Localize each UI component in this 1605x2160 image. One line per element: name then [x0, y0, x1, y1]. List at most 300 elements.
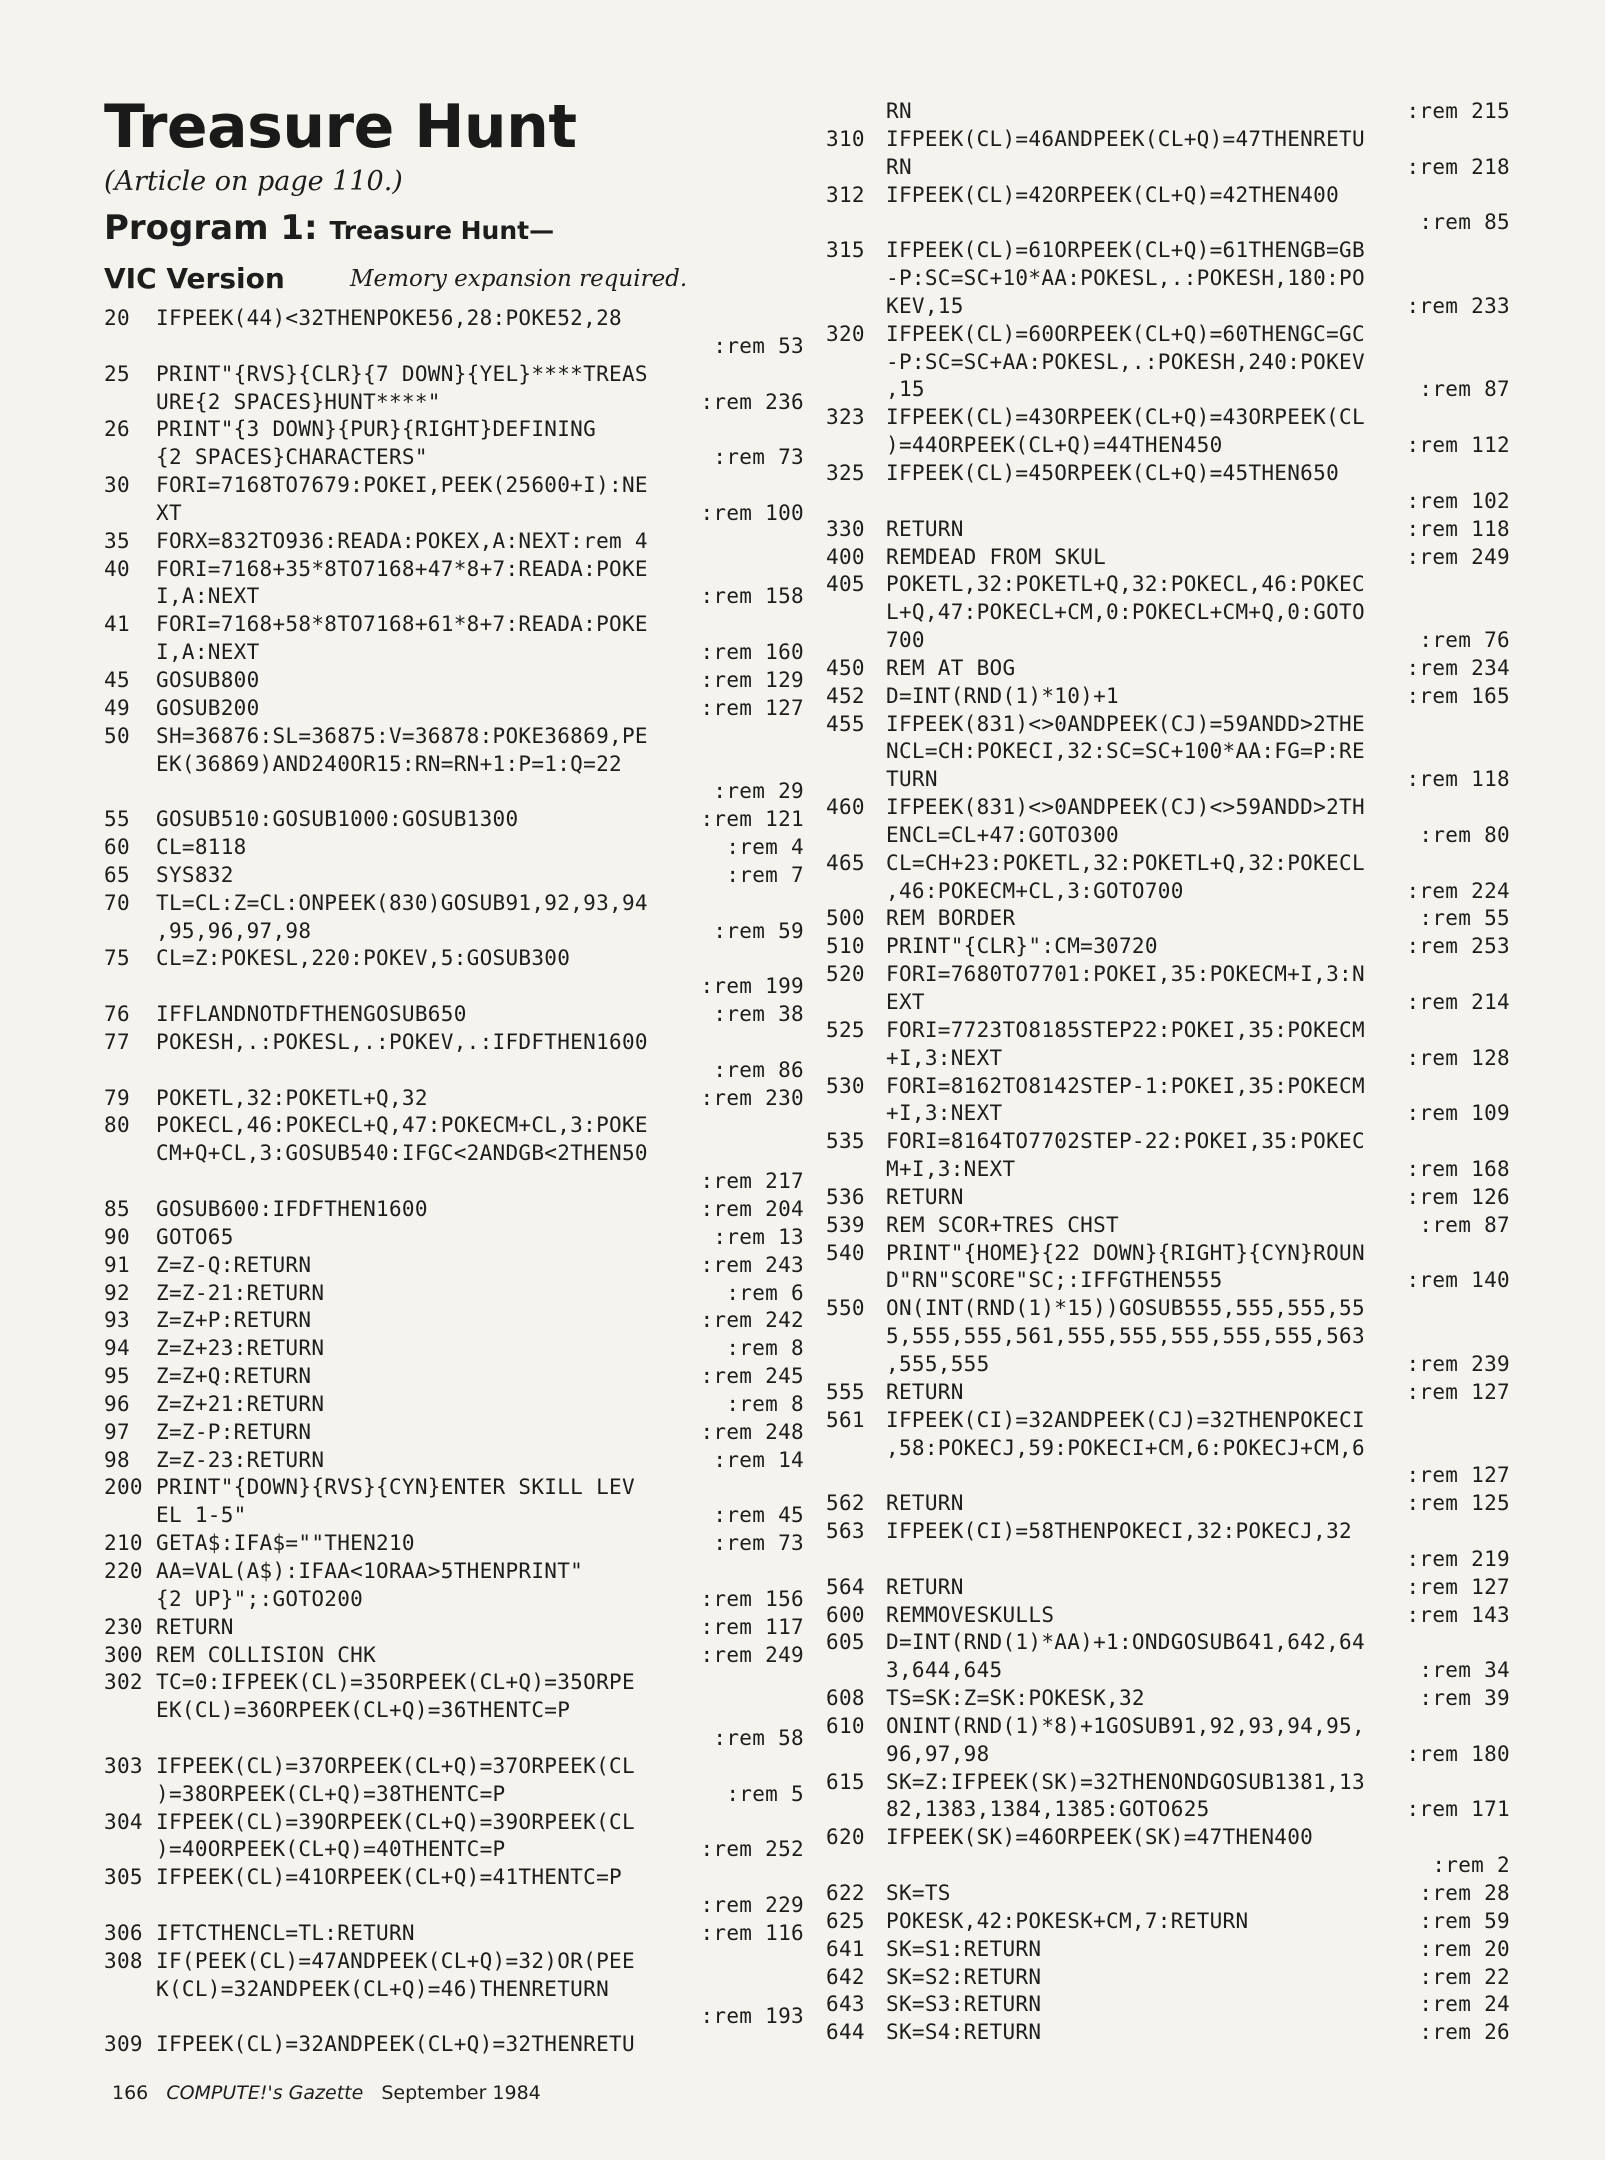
code-text: RETURN [886, 1491, 964, 1516]
code-text: IFFLANDNOTDFTHENGOSUB650 [156, 1002, 467, 1027]
line-number: 644 [826, 2020, 865, 2045]
code-line [826, 516, 1510, 544]
code-text: PRINT"{CLR}":CM=30720 [886, 934, 1158, 959]
line-number [826, 1156, 886, 1184]
code-line [104, 1391, 804, 1419]
code-line [104, 1669, 804, 1697]
code-text: Z=Z-P:RETURN [156, 1419, 312, 1444]
code-text: D=INT(RND(1)*10)+1 [886, 683, 1119, 708]
code-line [826, 2019, 1510, 2047]
line-number [104, 2003, 156, 2031]
line-number: 80 [104, 1113, 130, 1138]
code-text: IFPEEK(CL)=43ORPEEK(CL+Q)=43ORPEEK(CL [886, 405, 1365, 430]
code-line [104, 945, 804, 973]
code-text [886, 209, 1419, 237]
rem-checksum: :rem 116 [700, 1920, 804, 1945]
code-text: RETURN [886, 516, 964, 541]
code-line [104, 1196, 804, 1224]
code-line [826, 1267, 1510, 1295]
code-line [826, 1323, 1510, 1351]
rem-checksum: :rem 87 [1419, 377, 1510, 402]
rem-checksum: :rem 53 [713, 333, 804, 358]
code-line [104, 1029, 804, 1057]
code-text: IFPEEK(CL)=42ORPEEK(CL+Q)=42THEN400 [886, 182, 1340, 207]
rem-checksum: :rem 20 [1419, 1936, 1510, 1961]
rem-checksum: :rem 112 [1406, 433, 1510, 458]
line-number [826, 1852, 886, 1880]
line-number: 465 [826, 850, 865, 875]
line-number: 20 [104, 306, 130, 330]
rem-checksum: :rem 140 [1406, 1268, 1510, 1293]
version-label: VIC Version [104, 262, 285, 295]
code-line [104, 1836, 804, 1864]
code-text: TURN [886, 767, 938, 792]
code-text: 700 [886, 628, 925, 653]
code-line [104, 1419, 804, 1447]
code-line [826, 905, 1510, 933]
code-text: GOSUB800 [156, 667, 260, 692]
code-text: L+Q,47:POKECL+CM,0:POKECL+CM+Q,0:GOTO [886, 600, 1365, 625]
line-number: 561 [826, 1407, 865, 1432]
rem-checksum: :rem 242 [700, 1308, 804, 1333]
line-number [826, 766, 886, 794]
code-text: IFPEEK(831)<>0ANDPEEK(CJ)<>59ANDD>2TH [886, 795, 1365, 820]
code-text: POKESH,.:POKESL,.:POKEV,.:IFDFTHEN1600 [156, 1029, 648, 1054]
line-number: 615 [826, 1769, 865, 1794]
code-text: XT [156, 500, 182, 525]
rem-checksum: :rem 2 [1432, 1853, 1510, 1878]
rem-checksum: :rem 245 [700, 1364, 804, 1389]
code-text: I,A:NEXT [156, 640, 260, 665]
line-number: 60 [104, 835, 130, 860]
code-text: CL=Z:POKESL,220:POKEV,5:GOSUB300 [156, 946, 571, 971]
rem-checksum: :rem 217 [700, 1169, 804, 1194]
line-number: 96 [104, 1391, 130, 1416]
code-text: +I,3:NEXT [886, 1045, 1003, 1070]
line-number: 230 [104, 1614, 143, 1639]
code-line [104, 556, 804, 584]
line-number: 304 [104, 1809, 143, 1834]
rem-checksum: :rem 129 [700, 667, 804, 692]
rem-checksum: :rem 243 [700, 1252, 804, 1277]
code-text: SK=S3:RETURN [886, 1992, 1042, 2017]
code-line [104, 500, 804, 528]
code-text: -P:SC=SC+AA:POKESL,.:POKESH,240:POKEV [886, 349, 1365, 374]
code-line [826, 961, 1510, 989]
line-number: 220 [104, 1558, 143, 1583]
code-line [826, 683, 1510, 711]
line-number: 452 [826, 683, 865, 708]
code-text: ON(INT(RND(1)*15))GOSUB555,555,555,55 [886, 1296, 1365, 1321]
code-text: RN [886, 99, 912, 123]
code-text: Z=Z-21:RETURN [156, 1280, 325, 1305]
rem-checksum: :rem 229 [700, 1893, 804, 1918]
line-number [826, 432, 886, 460]
line-number [826, 878, 886, 906]
rem-checksum: :rem 102 [1406, 488, 1510, 513]
line-number [826, 98, 886, 126]
code-line [104, 1280, 804, 1308]
rem-checksum: :rem 156 [700, 1586, 804, 1611]
code-line [104, 1781, 804, 1809]
code-line [826, 321, 1510, 349]
line-number: 315 [826, 238, 865, 263]
line-number: 312 [826, 182, 865, 207]
code-line [826, 1574, 1510, 1602]
rem-checksum: :rem 38 [713, 1002, 804, 1027]
line-number [826, 349, 886, 377]
line-number [826, 989, 886, 1017]
code-line [826, 1769, 1510, 1797]
rem-checksum: :rem 193 [700, 2004, 804, 2029]
line-number: 563 [826, 1519, 865, 1544]
code-line [826, 599, 1510, 627]
code-text: CL=8118 [156, 835, 247, 860]
code-text: D"RN"SCORE"SC;:IFFGTHEN555 [886, 1268, 1223, 1293]
line-number [826, 376, 886, 404]
code-text [156, 333, 713, 361]
rem-checksum: :rem 85 [1419, 210, 1510, 235]
code-line [826, 1880, 1510, 1908]
rem-checksum: :rem 109 [1406, 1101, 1510, 1126]
rem-checksum: :rem 55 [1419, 906, 1510, 931]
rem-checksum: :rem 87 [1419, 1212, 1510, 1237]
line-number [104, 1781, 156, 1809]
code-line [104, 1168, 804, 1196]
line-number [826, 1657, 886, 1685]
rem-checksum: :rem 214 [1406, 990, 1510, 1014]
line-number [826, 822, 886, 850]
line-number [826, 293, 886, 321]
code-text: ,555,555 [886, 1351, 990, 1376]
code-line [826, 1741, 1510, 1769]
code-line [104, 1809, 804, 1837]
line-number: 200 [104, 1475, 143, 1500]
line-number: 555 [826, 1379, 865, 1404]
line-number: 536 [826, 1184, 865, 1209]
code-line [826, 1045, 1510, 1073]
code-text: SK=S1:RETURN [886, 1936, 1042, 1961]
line-number: 45 [104, 667, 130, 692]
code-line [104, 416, 804, 444]
code-line [826, 1713, 1510, 1741]
code-text: -P:SC=SC+10*AA:POKESL,.:POKESH,180:PO [886, 266, 1365, 291]
program-heading [104, 208, 554, 248]
line-number: 325 [826, 460, 865, 485]
line-number [826, 1100, 886, 1128]
line-number: 50 [104, 723, 130, 748]
code-text: REM SCOR+TRES CHST [886, 1212, 1119, 1237]
line-number: 308 [104, 1948, 143, 1973]
code-text: RETURN [886, 1379, 964, 1404]
rem-checksum: :rem 117 [700, 1614, 804, 1639]
code-text: FORX=832TO936:READA:POKEX,A:NEXT:rem 4 [156, 528, 648, 553]
rem-checksum: :rem 248 [700, 1419, 804, 1444]
line-number [826, 1796, 886, 1824]
line-number: 600 [826, 1602, 865, 1627]
code-line [104, 973, 804, 1001]
code-line [826, 1908, 1510, 1936]
code-text: IFPEEK(CL)=41ORPEEK(CL+Q)=41THENTC=P [156, 1865, 622, 1890]
code-text: Z=Z+21:RETURN [156, 1391, 325, 1416]
code-line [826, 738, 1510, 766]
code-text: GOTO65 [156, 1224, 234, 1249]
code-text: IFPEEK(CL)=37ORPEEK(CL+Q)=37ORPEEK(CL [156, 1753, 635, 1778]
code-text [886, 488, 1406, 516]
code-line [826, 1991, 1510, 2019]
line-number: 400 [826, 544, 865, 569]
rem-checksum: :rem 127 [700, 695, 804, 720]
code-line [826, 1796, 1510, 1824]
line-number [104, 973, 156, 1001]
code-text [156, 1892, 700, 1920]
code-text: GETA$:IFA$=""THEN210 [156, 1531, 415, 1556]
line-number [826, 627, 886, 655]
line-number: 622 [826, 1881, 865, 1905]
code-text: IFPEEK(CI)=58THENPOKECI,32:POKECJ,32 [886, 1519, 1352, 1544]
line-number: 310 [826, 126, 865, 151]
rem-checksum: :rem 158 [700, 584, 804, 609]
rem-checksum: :rem 24 [1419, 1992, 1510, 2017]
line-number: 303 [104, 1753, 143, 1778]
line-number: 95 [104, 1364, 130, 1389]
code-line [104, 333, 804, 361]
rem-checksum: :rem 218 [1406, 154, 1510, 179]
code-text: FORI=7680TO7701:POKEI,35:POKECM+I,3:N [886, 962, 1365, 987]
code-line [104, 1252, 804, 1280]
rem-checksum: :rem 8 [726, 1336, 804, 1361]
rem-checksum: :rem 59 [713, 918, 804, 943]
code-line [826, 265, 1510, 293]
code-line [826, 1685, 1510, 1713]
code-line [826, 349, 1510, 377]
code-line [826, 794, 1510, 822]
code-text: ENCL=CL+47:GOTO300 [886, 822, 1119, 847]
code-text [886, 1462, 1406, 1490]
code-line [104, 751, 804, 779]
requirement-note: Memory expansion required. [350, 266, 688, 292]
line-number: 25 [104, 361, 130, 386]
program-label: Program 1: [104, 208, 318, 248]
line-number [826, 1462, 886, 1490]
code-line [826, 1240, 1510, 1268]
line-number [104, 500, 156, 528]
rem-checksum: :rem 6 [726, 1280, 804, 1305]
line-number [104, 1725, 156, 1753]
code-line [826, 1462, 1510, 1490]
code-line [104, 1614, 804, 1642]
rem-checksum: :rem 26 [1419, 2020, 1510, 2045]
line-number [104, 333, 156, 361]
rem-checksum: :rem 121 [700, 807, 804, 832]
code-text: Z=Z+Q:RETURN [156, 1364, 312, 1389]
line-number: 92 [104, 1280, 130, 1305]
line-number: 98 [104, 1447, 130, 1472]
rem-checksum: :rem 73 [713, 445, 804, 470]
line-number [104, 1976, 156, 2004]
code-line [104, 1864, 804, 1892]
code-text: K(CL)=32ANDPEEK(CL+Q)=46)THENRETURN [156, 1976, 610, 2001]
line-number: 539 [826, 1212, 865, 1237]
code-line [826, 1184, 1510, 1212]
line-number: 520 [826, 962, 865, 987]
rem-checksum: :rem 236 [700, 389, 804, 414]
line-number: 643 [826, 1992, 865, 2017]
line-number: 540 [826, 1240, 865, 1265]
line-number: 49 [104, 695, 130, 720]
code-text: GOSUB600:IFDFTHEN1600 [156, 1197, 428, 1221]
code-text: )=40ORPEEK(CL+Q)=40THENTC=P [156, 1837, 506, 1862]
code-text: SK=S2:RETURN [886, 1964, 1042, 1989]
code-text: TS=SK:Z=SK:POKESK,32 [886, 1686, 1145, 1711]
code-line [826, 98, 1510, 126]
code-line [826, 1490, 1510, 1518]
code-line [826, 850, 1510, 878]
code-line [826, 1295, 1510, 1323]
rem-checksum: :rem 126 [1406, 1184, 1510, 1209]
article-title: Treasure Hunt [104, 92, 577, 162]
rem-checksum: :rem 180 [1406, 1741, 1510, 1766]
code-line [104, 1474, 804, 1502]
line-number [104, 1168, 156, 1196]
code-line [104, 918, 804, 946]
code-text: RETURN [156, 1614, 234, 1639]
page-footer [112, 2082, 553, 2104]
code-text [156, 973, 700, 1001]
line-number: 608 [826, 1686, 865, 1711]
line-number [826, 1267, 886, 1295]
rem-checksum: :rem 45 [713, 1503, 804, 1528]
line-number [826, 599, 886, 627]
code-line [104, 1753, 804, 1781]
code-line [826, 1824, 1510, 1852]
rem-checksum: :rem 58 [713, 1726, 804, 1751]
code-line [826, 1100, 1510, 1128]
code-line [104, 528, 804, 556]
line-number [104, 1892, 156, 1920]
rem-checksum: :rem 118 [1406, 767, 1510, 792]
code-text: SK=Z:IFPEEK(SK)=32THENONDGOSUB1381,13 [886, 1769, 1365, 1794]
code-text: GOSUB510:GOSUB1000:GOSUB1300 [156, 807, 519, 832]
code-line [826, 182, 1510, 210]
code-text: PRINT"{3 DOWN}{PUR}{RIGHT}DEFINING [156, 417, 597, 442]
code-text [156, 778, 713, 806]
code-text: ,15 [886, 377, 925, 402]
code-line [826, 1073, 1510, 1101]
line-number: 94 [104, 1336, 130, 1361]
rem-checksum: :rem 239 [1406, 1351, 1510, 1376]
rem-checksum: :rem 4 [726, 835, 804, 860]
code-line [104, 695, 804, 723]
line-number: 620 [826, 1825, 865, 1850]
code-text: PRINT"{HOME}{22 DOWN}{RIGHT}{CYN}ROUN [886, 1240, 1365, 1265]
code-text: RN [886, 154, 912, 179]
code-text: ,58:POKECJ,59:POKECI+CM,6:POKECJ+CM,6 [886, 1435, 1365, 1460]
code-text: FORI=7168TO7679:POKEI,PEEK(25600+I):NE [156, 473, 648, 498]
code-line [104, 1112, 804, 1140]
code-line [104, 1057, 804, 1085]
line-number: 530 [826, 1073, 865, 1098]
line-number: 510 [826, 934, 865, 959]
rem-checksum: :rem 127 [1406, 1574, 1510, 1599]
code-text: POKESK,42:POKESK+CM,7:RETURN [886, 1908, 1249, 1933]
code-text: PRINT"{RVS}{CLR}{7 DOWN}{YEL}****TREAS [156, 361, 648, 386]
code-text [156, 2003, 700, 2031]
code-text: IFPEEK(CL)=32ANDPEEK(CL+Q)=32THENRETU [156, 2032, 635, 2057]
rem-checksum: :rem 249 [700, 1642, 804, 1667]
line-number: 79 [104, 1085, 130, 1110]
issue-date: September 1984 [381, 2082, 541, 2104]
code-line [104, 305, 804, 333]
code-text: {2 SPACES}CHARACTERS" [156, 445, 428, 470]
line-number [826, 488, 886, 516]
line-number: 70 [104, 890, 130, 915]
line-number [826, 738, 886, 766]
rem-checksum: :rem 160 [700, 640, 804, 665]
rem-checksum: :rem 165 [1406, 683, 1510, 708]
code-text [156, 1057, 713, 1085]
code-line [826, 1435, 1510, 1463]
line-number: 76 [104, 1002, 130, 1027]
rem-checksum: :rem 128 [1406, 1045, 1510, 1070]
code-line [104, 1642, 804, 1670]
line-number [826, 265, 886, 293]
code-line [826, 376, 1510, 404]
code-text: SK=S4:RETURN [886, 2020, 1042, 2045]
line-number: 35 [104, 528, 130, 553]
code-text: Z=Z+P:RETURN [156, 1308, 312, 1333]
code-text: POKETL,32:POKETL+Q,32 [156, 1085, 428, 1110]
code-line [826, 460, 1510, 488]
code-text: IFPEEK(SK)=46ORPEEK(SK)=47THEN400 [886, 1825, 1314, 1850]
code-line [104, 667, 804, 695]
code-text: TC=0:IFPEEK(CL)=35ORPEEK(CL+Q)=35ORPE [156, 1670, 635, 1695]
code-line [104, 389, 804, 417]
code-text: )=44ORPEEK(CL+Q)=44THEN450 [886, 433, 1223, 458]
code-line [104, 862, 804, 890]
line-number: 564 [826, 1574, 865, 1599]
code-line [104, 1530, 804, 1558]
code-line [826, 822, 1510, 850]
rem-checksum: :rem 199 [700, 974, 804, 999]
rem-checksum: :rem 22 [1419, 1964, 1510, 1989]
code-text: TL=CL:Z=CL:ONPEEK(830)GOSUB91,92,93,94 [156, 890, 648, 915]
line-number [104, 444, 156, 472]
code-line [826, 126, 1510, 154]
code-listing-left [104, 305, 804, 2059]
code-text: POKETL,32:POKETL+Q,32:POKECL,46:POKEC [886, 572, 1365, 597]
code-text: ONINT(RND(1)*8)+1GOSUB91,92,93,94,95, [886, 1713, 1365, 1738]
rem-checksum: :rem 233 [1406, 293, 1510, 318]
rem-checksum: :rem 5 [726, 1781, 804, 1806]
code-text: D=INT(RND(1)*AA)+1:ONDGOSUB641,642,64 [886, 1630, 1365, 1655]
rem-checksum: :rem 39 [1419, 1686, 1510, 1711]
line-number [104, 639, 156, 667]
code-text: I,A:NEXT [156, 584, 260, 609]
code-text [156, 1168, 700, 1196]
rem-checksum: :rem 29 [713, 779, 804, 804]
code-text: FORI=7723TO8185STEP22:POKEI,35:POKECM [886, 1017, 1365, 1042]
line-number [826, 1741, 886, 1769]
code-line [104, 1224, 804, 1252]
code-line [104, 444, 804, 472]
code-line [104, 611, 804, 639]
rem-checksum: :rem 125 [1406, 1491, 1510, 1516]
code-text: CL=CH+23:POKETL,32:POKETL+Q,32:POKECL [886, 850, 1365, 875]
rem-checksum: :rem 28 [1419, 1881, 1510, 1905]
code-text: 5,555,555,561,555,555,555,555,555,563 [886, 1324, 1365, 1349]
code-line [826, 1602, 1510, 1630]
